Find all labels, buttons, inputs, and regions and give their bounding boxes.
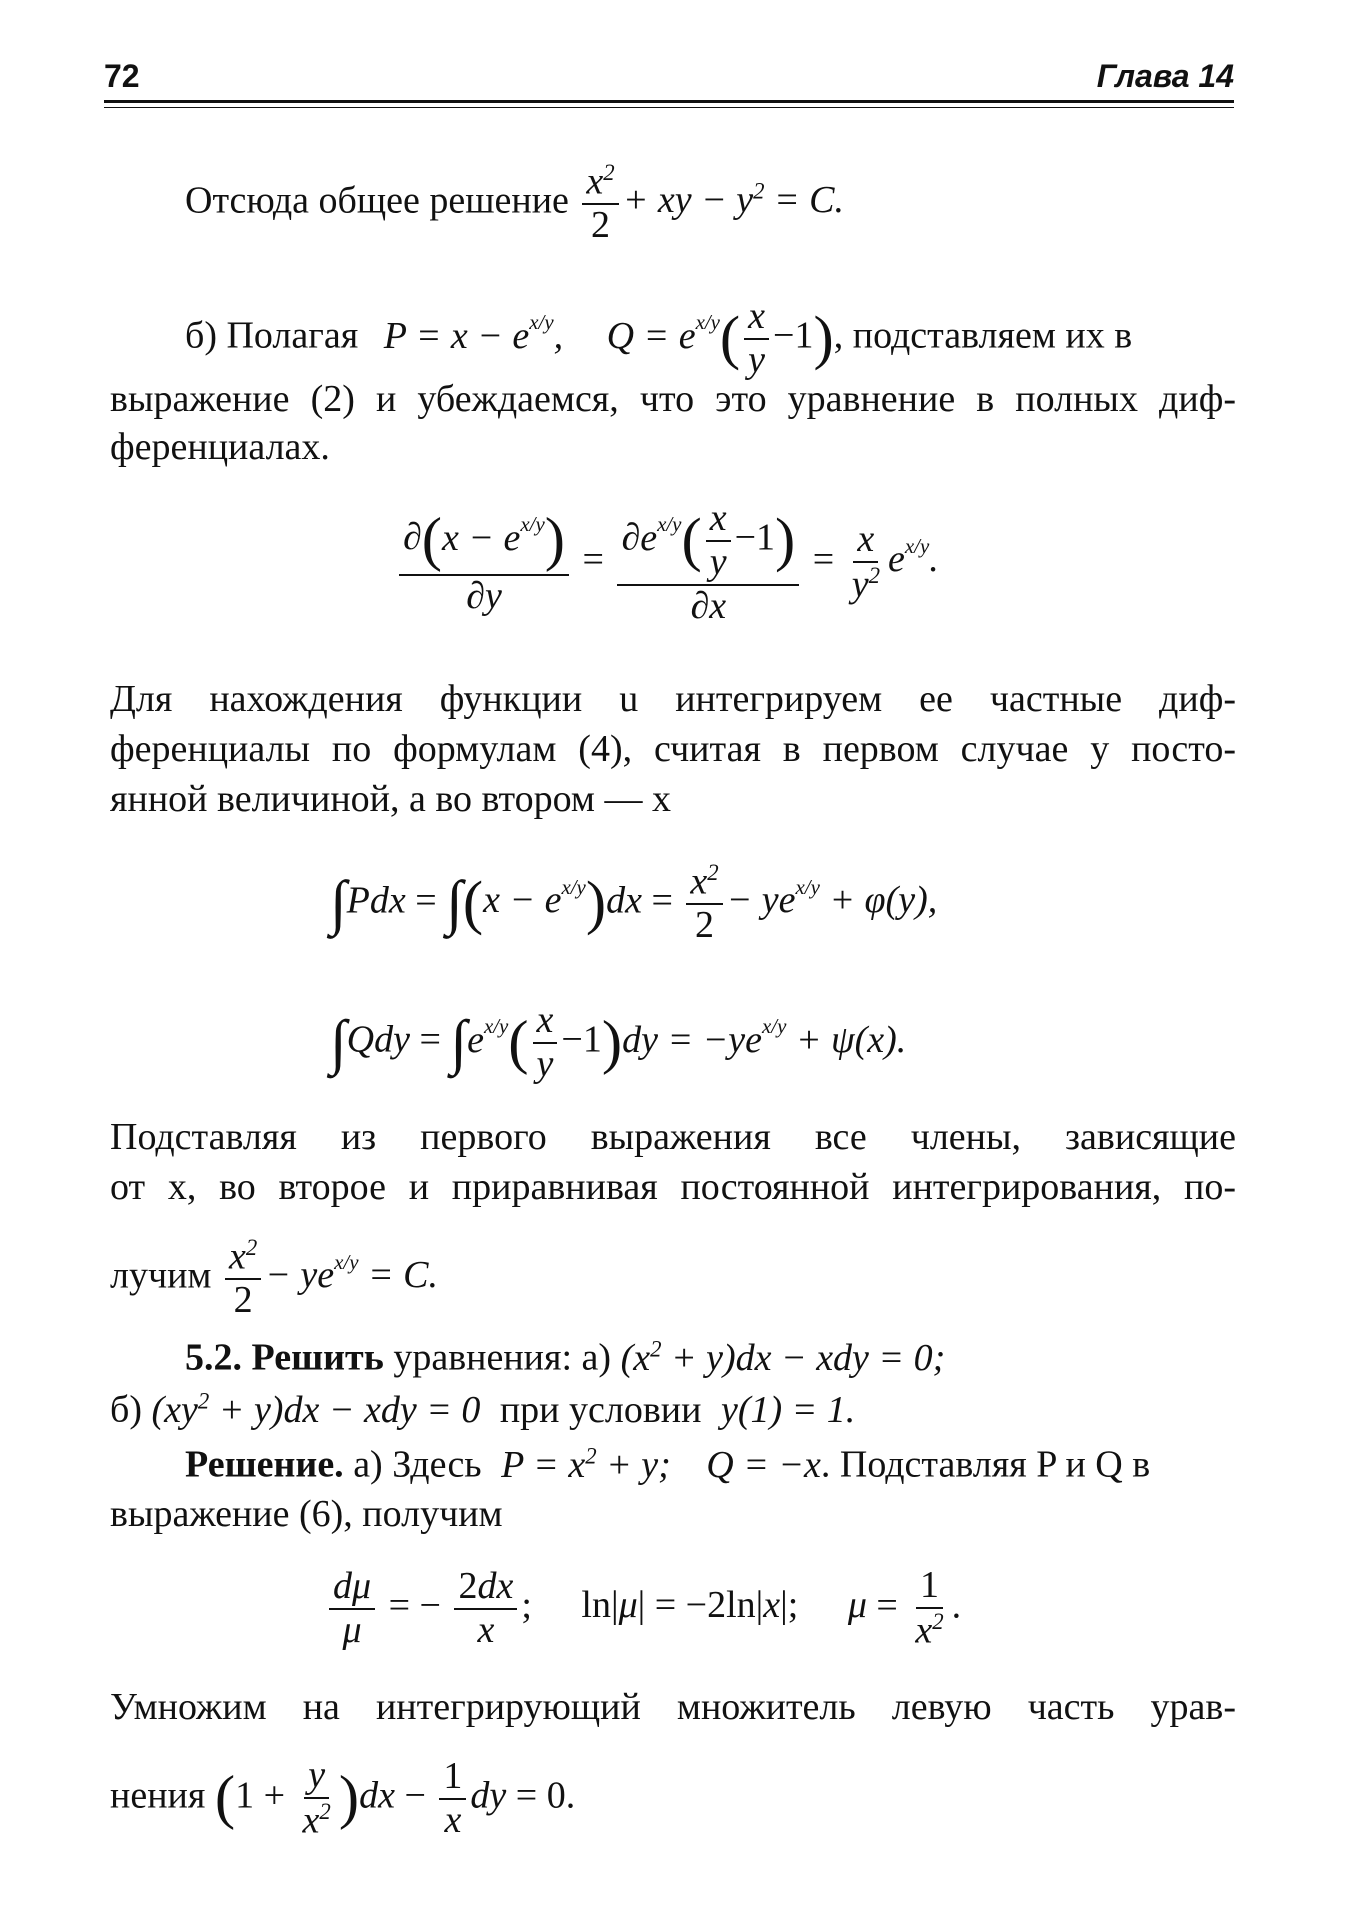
text-line: лучим $\frac{x^2}{2}$ − $ye^{x/y} = C$. (110, 1235, 438, 1322)
header-rule-thin (104, 107, 1234, 108)
text-line: Подставляя из первого выражения все члены, зависящие (110, 1116, 1236, 1158)
header-rule (104, 100, 1234, 103)
text-line: Отсюда общее решение $\frac{x^2}{2}$ + xy − $y^2 = C$. (185, 160, 844, 247)
chapter-title: Глава 14 (1096, 58, 1234, 94)
text-line: б) $(xy^2 + y)dx$ − xdy = 0 при условии y(1) = 1. (110, 1388, 856, 1431)
text-line: Решение. а) Здесь $P = x^2 + y$; Q = −x. Подставляя P и Q в (185, 1443, 1151, 1486)
text-line: выражение (6), получим (110, 1493, 503, 1535)
formula-integral-p: $\int Pdx = \int(x - e^{x/y})dx$ = $\frac{x^2}{2}$ − $ye^{x/y} + \varphi(y)$, (330, 860, 938, 947)
text-line: нения (1 + $\frac{y}{x^2}$ )dx − $\frac{1}{x}$ dy = 0. (110, 1754, 576, 1842)
text-line: янной величиной, а во втором — x (110, 778, 671, 820)
text-line: ференциалы по формулам (4), считая в первом случае y посто- (110, 728, 1236, 770)
text-line: Умножим на интегрирующий множитель левую часть урав- (110, 1686, 1236, 1728)
formula-partials: $\frac{\partial(x - e^{x/y})}{\partial y}$ = $\partial e^{x/y}$( $\frac{x}{y}$ −1) ∂x = $\frac{x}{y^2}$ $e^{x/y}$. (395, 498, 939, 627)
text-line: ференциалах. (110, 426, 330, 468)
text-line: Для нахождения функции u интегрируем ее частные диф- (110, 678, 1236, 720)
formula-mu: $\frac{d\mu}{\mu}$ = − $\frac{2dx}{x}$ ; ln|μ| = −2ln|x|; μ = $\frac{1}{x^2}$ . (325, 1565, 961, 1652)
page-number: 72 (104, 58, 140, 94)
text-line: б) Полагая $P = x - e^{x/y}$, $Q = e^{x/y}$( $\frac{x}{y}$ −1), подставляем их в (185, 295, 1133, 381)
text-line: выражение (2) и убеждаемся, что это уравнение в полных диф- (110, 378, 1236, 420)
formula-integral-q: $\int Qdy = \int e^{x/y}$( $\frac{x}{y}$ $-1)dy = -ye^{x/y} + \psi(x)$. (330, 999, 907, 1085)
text-line: от x, во второе и приравнивая постоянной интегрирования, по- (110, 1166, 1236, 1208)
text-line: 5.2. Решить уравнения: а) $(x^2 + y)dx$ − xdy = 0; (185, 1336, 946, 1379)
